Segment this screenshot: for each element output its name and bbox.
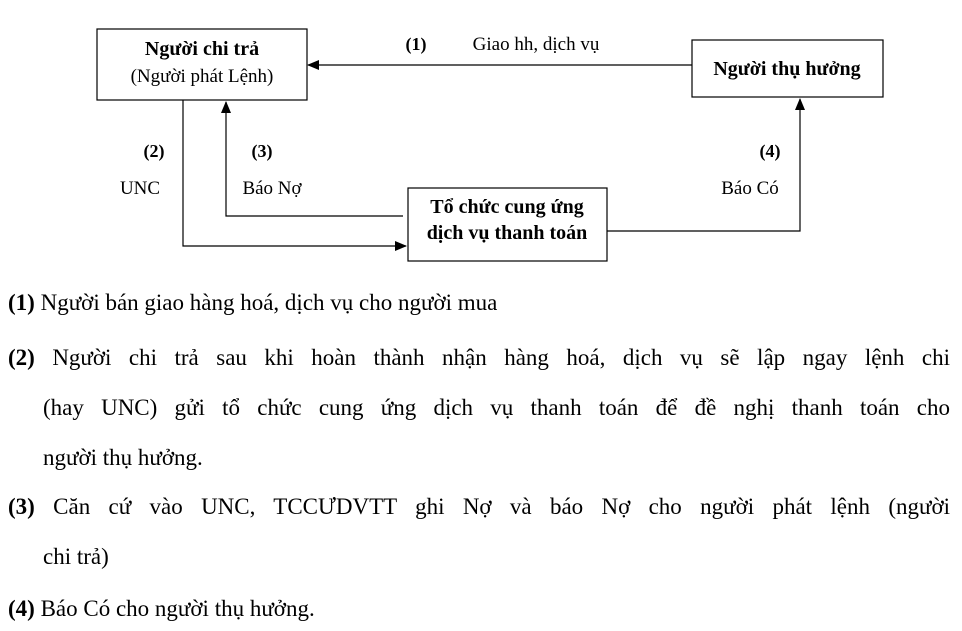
edge-4-label: Báo Có [721,178,779,199]
note-2-number: (2) [8,345,35,370]
edge-2-number: (2) [143,141,165,161]
edge-1-number: (1) [405,34,427,54]
payer-subtitle: (Người phát Lệnh) [130,66,274,87]
payer-title: Người chi trả [144,38,260,60]
edge-4-number: (4) [759,141,781,161]
note-3-line-2: chi trả) [43,544,109,569]
provider-line1: Tổ chức cung ứng [430,196,584,218]
note-1-line-1: Người bán giao hàng hoá, dịch vụ cho người mua [40,290,498,315]
note-4-line-1: Báo Có cho người thụ hưởng. [40,596,315,621]
edge-3-number: (3) [251,141,273,161]
note-1-number: (1) [8,290,35,315]
note-3-number: (3) [8,494,35,519]
beneficiary-title: Người thụ hưởng [713,58,861,80]
note-2-line-3: người thụ hưởng. [43,445,203,470]
note-2-line-1: Người chi trả sau khi hoàn thành nhận hàng hoá, dịch vụ sẽ lập ngay lệnh chi [52,345,950,370]
edge-2-label: UNC [119,178,161,199]
edge-1-label: Giao hh, dịch vụ [472,34,600,55]
note-2-line-2: (hay UNC) gửi tổ chức cung ứng dịch vụ thanh toán để đề nghị thanh toán cho [43,395,950,420]
note-4-number: (4) [8,596,35,621]
edge-3-label: Báo Nợ [242,178,302,199]
provider-line2: dịch vụ thanh toán [426,222,588,244]
note-3-line-1: Căn cứ vào UNC, TCCƯDVTT ghi Nợ và báo Nợ cho người phát lệnh (người [53,494,950,519]
